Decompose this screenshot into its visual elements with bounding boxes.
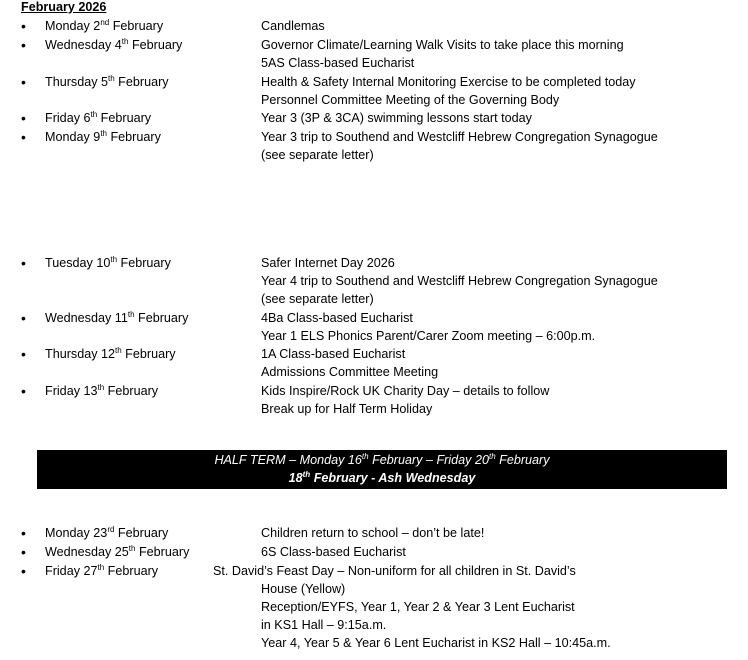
bullet: • [21, 110, 26, 126]
bullet: • [21, 37, 26, 53]
event-date: Thursday 5th February [45, 74, 169, 89]
half-term-line [37, 453, 727, 467]
bullet: • [21, 525, 26, 541]
event-date: Monday 2nd February [45, 18, 164, 33]
event-description: House (Yellow) [261, 582, 346, 596]
bullet: • [21, 563, 26, 579]
event-description: 5AS Class-based Eucharist [261, 56, 415, 70]
event-date: Friday 27th February [45, 563, 159, 578]
banner-text: February – Friday 20 [368, 453, 489, 467]
bullet: • [21, 18, 26, 34]
event-description: Children return to school – don’t be late! [261, 526, 485, 540]
event-date: Monday 23rd February [45, 525, 169, 540]
event-description: Year 4 trip to Southend and Westcliff Hebrew Congregation Synagogue [261, 274, 658, 288]
banner-sup: th [361, 452, 369, 461]
event-date: Tuesday 10th February [45, 255, 171, 270]
bullet: • [21, 255, 26, 271]
ash-wednesday-line [37, 471, 727, 485]
event-description: Reception/EYFS, Year 1, Year 2 & Year 3 Lent Eucharist [261, 600, 575, 614]
event-description: Year 3 (3P & 3CA) swimming lessons start today [261, 111, 532, 125]
event-description: Governor Climate/Learning Walk Visits to take place this morning [261, 38, 624, 52]
event-date: Monday 9th February [45, 129, 161, 144]
event-description: Year 3 trip to Southend and Westcliff Hebrew Congregation Synagogue [261, 130, 658, 144]
event-date: Friday 6th February [45, 110, 152, 125]
event-date: Wednesday 11th February [45, 310, 189, 325]
event-description: 6S Class-based Eucharist [261, 545, 406, 559]
banner-text: February - Ash Wednesday [310, 471, 476, 485]
event-description: Kids Inspire/Rock UK Charity Day – details to follow [261, 384, 550, 398]
event-date: Friday 13th February [45, 383, 159, 398]
event-description: 4Ba Class-based Eucharist [261, 311, 413, 325]
bullet: • [21, 310, 26, 326]
banner-text: February [495, 453, 550, 467]
banner-text: 18 [288, 471, 303, 485]
event-description: Candlemas [261, 19, 325, 33]
event-date: Wednesday 25th February [45, 544, 190, 559]
event-date: Thursday 12th February [45, 346, 176, 361]
bullet: • [21, 383, 26, 399]
bullet: • [21, 129, 26, 145]
half-term-banner [37, 450, 727, 489]
event-description: (see separate letter) [261, 148, 374, 162]
event-description: Year 1 ELS Phonics Parent/Carer Zoom meeting – 6:00p.m. [261, 329, 596, 343]
banner-text: HALF TERM – Monday 16 [214, 453, 362, 467]
event-description: in KS1 Hall – 9:15a.m. [261, 618, 387, 632]
banner-sup: th [488, 452, 496, 461]
event-description: Personnel Committee Meeting of the Governing Body [261, 93, 560, 107]
event-description: 1A Class-based Eucharist [261, 347, 406, 361]
event-description: Admissions Committee Meeting [261, 365, 439, 379]
banner-sup: th [302, 470, 311, 479]
event-description: Year 4, Year 5 & Year 6 Lent Eucharist in KS2 Hall – 10:45a.m. [261, 636, 611, 650]
event-description: Health & Safety Internal Monitoring Exercise to be completed today [261, 75, 636, 89]
event-description: Safer Internet Day 2026 [261, 256, 395, 270]
bullet: • [21, 74, 26, 90]
event-date: Wednesday 4th February [45, 37, 183, 52]
event-description: Break up for Half Term Holiday [261, 402, 433, 416]
event-description: St. David’s Feast Day – Non-uniform for all children in St. David’s [213, 564, 576, 578]
event-description: (see separate letter) [261, 292, 374, 306]
page-title: February 2026 [21, 0, 107, 14]
bullet: • [21, 544, 26, 560]
bullet: • [21, 346, 26, 362]
